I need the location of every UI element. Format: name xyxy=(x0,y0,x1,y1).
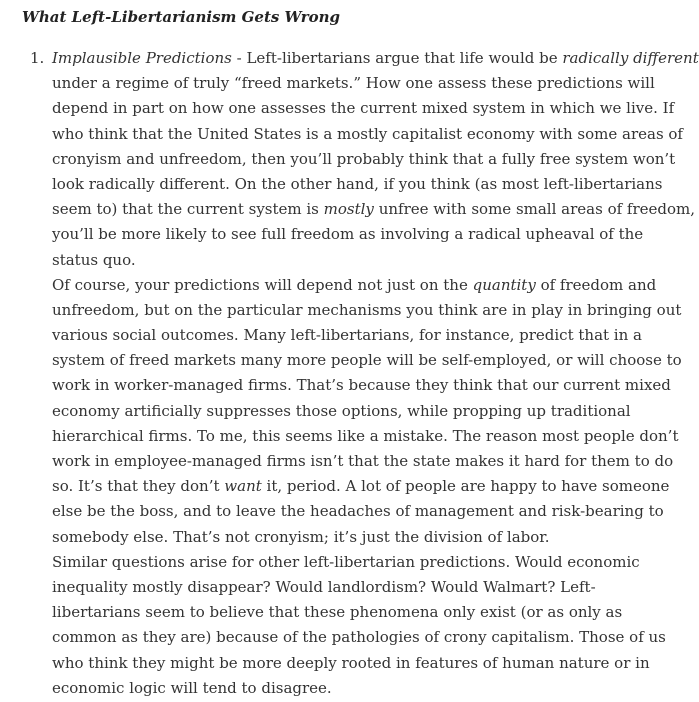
text-run: economy artificially suppresses those options, while propping up traditional xyxy=(52,401,631,420)
paragraph xyxy=(52,550,666,701)
text-line xyxy=(52,600,634,625)
text-line xyxy=(52,424,679,449)
text-line xyxy=(52,71,655,96)
text-line xyxy=(52,399,634,424)
text-run: unfreedom, but on the particular mechanisms you think are in play in bringing out xyxy=(52,300,682,319)
text-run: common as they are) because of the pathologies of crony capitalism. Those of us xyxy=(52,628,666,647)
text-run: who think that the United States is a mostly capitalist economy with some areas of xyxy=(52,124,683,143)
emphasis-text: radically different xyxy=(562,49,699,67)
text-line xyxy=(52,273,657,298)
text-line xyxy=(52,298,682,323)
text-line xyxy=(52,499,664,524)
list-marker: 1. xyxy=(30,49,45,67)
text-run: who think they might be more deeply rooted in features of human nature or in xyxy=(52,653,650,672)
text-run: Of course, your predictions will depend not just on the xyxy=(52,275,473,294)
text-line xyxy=(52,323,642,348)
text-line xyxy=(52,147,676,172)
text-line xyxy=(52,172,663,197)
text-run: work in employee-managed firms isn’t that the state makes it hard for them to do xyxy=(52,452,674,470)
text-run: hierarchical firms. To me, this seems like a mistake. The reason most people don’t xyxy=(52,426,679,445)
text-line xyxy=(52,222,644,247)
text-run: various social outcomes. Many left-libertarians, for instance, predict that in a xyxy=(52,326,642,345)
text-run: inequality mostly disappear? Would landlordism? Would Walmart? Left- xyxy=(52,577,596,596)
article-heading: What Left-Libertarianism Gets Wrong xyxy=(22,8,341,26)
text-run: you’ll be more likely to see full freedom as involving a radical upheaval of the xyxy=(52,225,644,244)
text-line xyxy=(52,550,640,575)
text-run: status quo. xyxy=(52,250,136,269)
text-run: it, period. A lot of people are happy to have someone xyxy=(261,477,670,496)
text-line xyxy=(52,651,650,676)
text-line xyxy=(52,46,699,71)
emphasis-text: Implausible Predictions xyxy=(52,49,232,67)
article-body xyxy=(52,46,699,701)
text-line xyxy=(52,248,634,273)
text-run: else be the boss, and to leave the headaches of management and risk-bearing to xyxy=(52,502,664,521)
text-run: Similar questions arise for other left-libertarian predictions. Would economic xyxy=(52,552,640,571)
text-run: unfree with some small areas of freedom, xyxy=(373,200,696,219)
text-run: so. It’s that they don’t xyxy=(52,477,225,496)
text-run: libertarians seem to believe that these phenomena only exist (or as only as xyxy=(52,603,623,622)
text-run: - Left-libertarians argue that life would be xyxy=(231,49,563,67)
text-run: system of freed markets many more people will be self-employed, or will choose to xyxy=(52,351,682,370)
emphasis-text: mostly xyxy=(323,200,374,219)
text-line xyxy=(52,575,634,600)
text-run: cronyism and unfreedom, then you’ll probably think that a fully free system won’t xyxy=(52,149,676,168)
text-run: seem to) that the current system is xyxy=(52,200,324,219)
text-line xyxy=(52,625,666,650)
text-run: depend in part on how one assesses the current mixed system in which we live. If xyxy=(52,99,675,118)
text-line xyxy=(52,474,670,499)
text-line xyxy=(52,525,634,550)
text-line xyxy=(52,96,675,121)
emphasis-text: quantity xyxy=(472,275,536,294)
emphasis-text: want xyxy=(224,477,262,496)
paragraph xyxy=(52,273,682,550)
text-line xyxy=(52,676,634,701)
text-line xyxy=(52,122,683,147)
text-line xyxy=(52,197,696,222)
text-run: somebody else. That’s not cronyism; it’s just the division of labor. xyxy=(52,527,550,546)
text-run: look radically different. On the other hand, if you think (as most left-libertarians xyxy=(52,174,663,193)
paragraph xyxy=(52,46,699,273)
text-line xyxy=(52,373,671,398)
text-run: work in worker-managed firms. That’s because they think that our current mixed xyxy=(52,376,671,395)
text-line xyxy=(52,348,682,373)
text-line xyxy=(52,449,674,474)
text-run: under a regime of truly “freed markets.” How one assess these predictions will xyxy=(52,74,655,93)
text-run: of freedom and xyxy=(535,275,657,294)
text-run: economic logic will tend to disagree. xyxy=(52,678,332,697)
